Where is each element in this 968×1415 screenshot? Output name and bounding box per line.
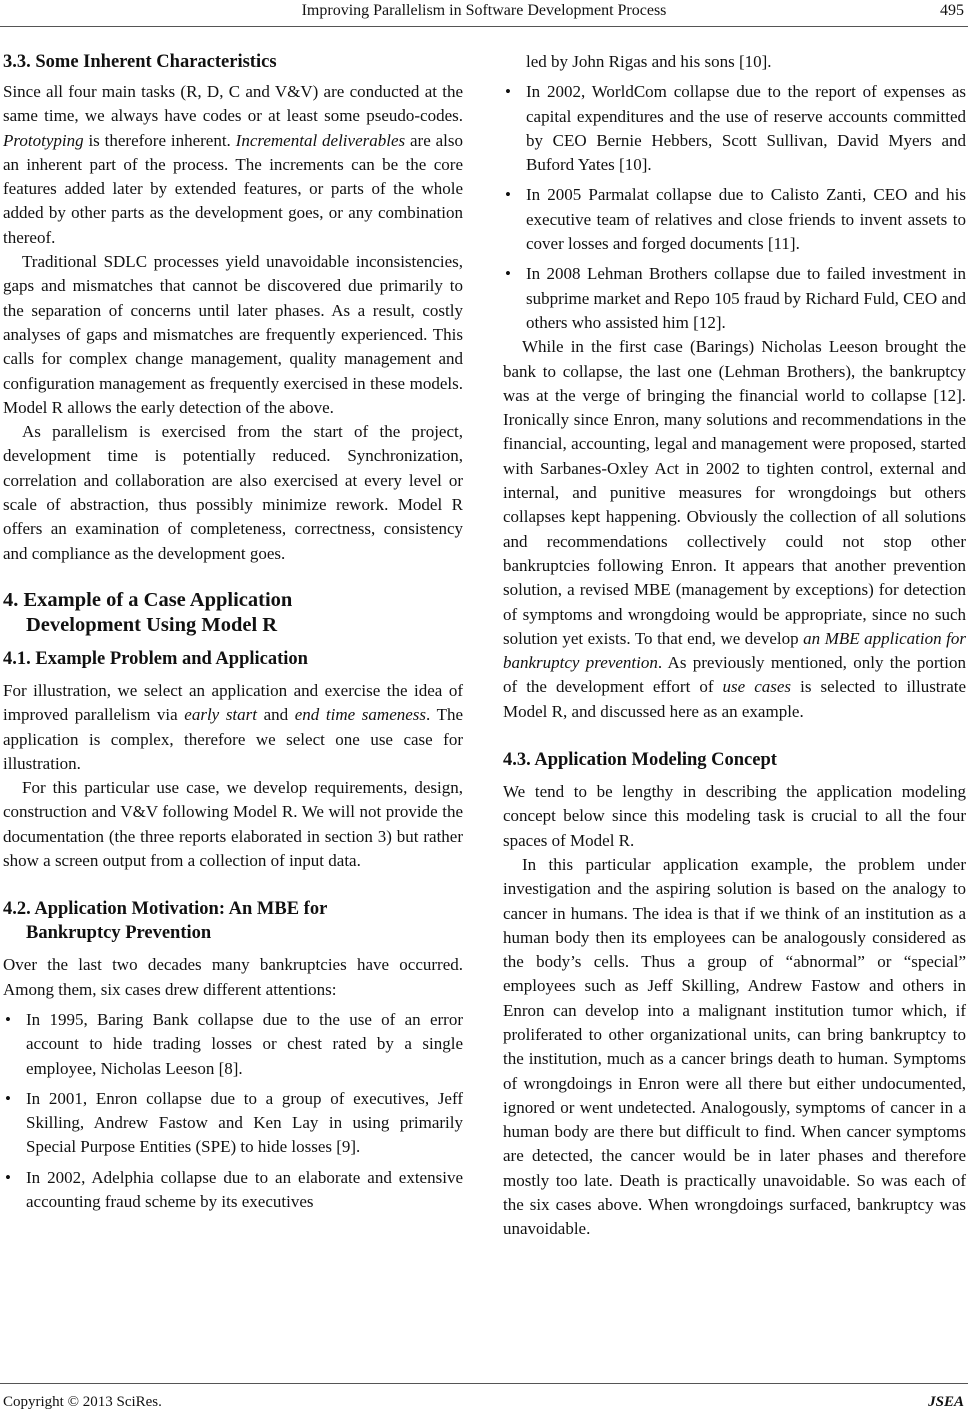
bullet-icon: • bbox=[5, 1167, 11, 1187]
page-number: 495 bbox=[940, 2, 964, 19]
emphasis-incremental-deliverables: Incremental deliverables bbox=[235, 130, 406, 150]
emphasis-mbe-application: an MBE application for bankruptcy prevention bbox=[503, 628, 966, 673]
bullet-icon: • bbox=[5, 1009, 11, 1029]
page-header bbox=[0, 0, 968, 27]
left-column bbox=[3, 50, 463, 1214]
bankruptcy-list-right bbox=[503, 50, 966, 335]
paragraph-parallelism: As parallelism is exercised from the start of the project, development time is potentially reduced. Synchronization, correlation and collaboration are also exercised at every level or scale of abstraction, thus possibly minimize rework. Model R offers an examination of completeness, correctness, consistency and compliance as the development goes. bbox=[3, 422, 463, 563]
journal-abbreviation: JSEA bbox=[928, 1394, 964, 1410]
section-4-2-heading bbox=[3, 897, 463, 945]
paragraph-cancer-analogy: In this particular application example, the problem under investigation and the aspiring solution is based on the analogy to cancer in humans. The idea is that if we think of an institution as a human body then its employees can be analogously considered as the body’s cells. Thus a group of “abnormal” or “special” employees such as Jeff Skilling, Andrew Fastow and others in Enron can develop into a malignant institution tumor which, if proliferated to other organizational units, can bring bankruptcy to the institution, much as a cancer brings death to human. Symptoms of wrongdoings in Enron were all there but either undocumented, ignored or went undetected. Analogously, symptoms of cancer in a human body are there but difficult to find. When cancer symptoms are detected, the cancer would be in later phases and therefore mostly too late. Death is practically unavoidable. So was each of the six cases above. When wrongdoings surfaced, bankruptcy was unavoidable. bbox=[503, 854, 966, 1239]
paragraph-traditional-sdlc: Traditional SDLC processes yield unavoidable inconsistencies, gaps and mismatches that cannot be discovered due primarily to the separation of concerns until later phases. As a result, costly analyses of gaps and mismatches are frequently experienced. This calls for complex change management, quality management and configuration management as frequently exercised in these models. Model R allows the early detection of the above. bbox=[3, 252, 463, 417]
emphasis-prototyping: Prototyping bbox=[3, 130, 84, 150]
list-item-text: In 2002, Adelphia collapse due to an elaborate and extensive accounting fraud scheme by its executives bbox=[26, 1167, 463, 1211]
emphasis-early-start: early start bbox=[184, 705, 257, 725]
text-run: Since all four main tasks (R, D, C and V&V) are conducted at the same time, we always have codes or at least some pseudo-codes. bbox=[3, 82, 463, 126]
emphasis-use-cases: use cases bbox=[722, 677, 792, 697]
right-column bbox=[503, 50, 966, 1242]
list-item bbox=[3, 1166, 463, 1215]
text-run: is selected to illustrate Model R, and discussed here as an example. bbox=[503, 677, 967, 721]
list-item-text: In 2002, WorldCom collapse due to the report of expenses as capital expenditures and the use of reserve accounts committed by CEO Bernie Hebbers, Scott Sullivan, David Myers and Buford Yates [10]. bbox=[526, 82, 966, 175]
paragraph-barings-lehman bbox=[503, 335, 966, 724]
list-item-text: In 2008 Lehman Brothers collapse due to failed investment in subprime market and Repo 105 fraud by Richard Fuld, CEO and others who assisted him [12]. bbox=[526, 264, 966, 332]
text-run: . The application is complex, therefore we select one use case for illustration. bbox=[3, 705, 463, 773]
bankruptcy-list-left bbox=[3, 1008, 463, 1214]
section-4-3-heading: 4.3. Application Modeling Concept bbox=[503, 750, 777, 771]
list-item-text: In 2001, Enron collapse due to a group of executives, Jeff Skilling, Andrew Fastow and Ken Lay in using primarily Special Purpose Entities (SPE) to hide losses [9]. bbox=[26, 1088, 463, 1157]
paragraph-bankruptcies: Over the last two decades many bankruptcies have occurred. Among them, six cases drew different attentions: bbox=[3, 955, 463, 999]
bullet-icon: • bbox=[505, 185, 511, 205]
list-item-text: In 1995, Baring Bank collapse due to the use of an error account to hide trading losses or chest rated by a single employee, Nicholas Leeson [8]. bbox=[26, 1009, 463, 1078]
section-4-2-heading-line2: Bankruptcy Prevention bbox=[26, 923, 212, 944]
section-3-3-heading: 3.3. Some Inherent Characteristics bbox=[3, 52, 277, 72]
list-item-text: led by John Rigas and his sons [10]. bbox=[526, 52, 772, 71]
bullet-icon: • bbox=[505, 82, 511, 102]
list-item bbox=[503, 262, 966, 335]
page-footer bbox=[0, 1383, 968, 1415]
list-item-text: In 2005 Parmalat collapse due to Calisto Zanti, CEO and his executive team of relatives and close friends to invent assets to cover losses and forged documents [11]. bbox=[526, 185, 966, 254]
list-item bbox=[3, 1087, 463, 1160]
section-4-2-heading-line1: 4.2. Application Motivation: An MBE for bbox=[3, 899, 328, 920]
paragraph-illustration bbox=[3, 679, 463, 776]
copyright-notice: Copyright © 2013 SciRes. bbox=[3, 1394, 162, 1410]
emphasis-end-time-sameness: end time sameness bbox=[294, 705, 427, 725]
section-4-heading-line1: 4. Example of a Case Application bbox=[3, 588, 293, 611]
text-run: While in the first case (Barings) Nicholas Leeson brought the bank to collapse, the last one (Lehman Brothers), the bankruptcy was at the verge of bringing the financial world to collapse [12]. Ironically since Enron, many solutions and recommendations in the financial, accounting, legal and management were proposed, started with Sarbanes-Oxley Act in 2002 to tighten control, external and internal, and punitive measures for wrongdoings but others collapses kept happening. Obviously the collection of all solutions and recommendations collectively could not stop other bankruptcies following Enron. It appears that another prevention solution, a revised MBE (management by exceptions) for detection of symptoms and wrongdoing would be appropriate, since no such solution yet exists. To that end, we develop bbox=[503, 337, 966, 648]
text-run: . As previously mentioned, only the portion of the development effort of bbox=[503, 653, 966, 697]
list-item-continued bbox=[503, 50, 966, 74]
text-run: is therefore inherent. bbox=[83, 130, 236, 150]
text-run: are also an inherent part of the process. The increments can be the core features added later by extended features, or parts of the whole added by other parts as the development goes, or any combination thereof. bbox=[3, 130, 463, 247]
section-4-heading bbox=[3, 588, 463, 638]
list-item bbox=[3, 1008, 463, 1081]
paragraph-inherent-characteristics bbox=[3, 80, 463, 250]
section-4-1-heading: 4.1. Example Problem and Application bbox=[3, 648, 308, 669]
list-item bbox=[503, 183, 966, 256]
bullet-icon: • bbox=[505, 264, 511, 284]
text-run: and bbox=[257, 705, 295, 725]
list-item bbox=[503, 80, 966, 177]
section-4-heading-line2: Development Using Model R bbox=[26, 613, 278, 636]
running-title: Improving Parallelism in Software Development Process bbox=[301, 2, 667, 19]
paragraph-use-case: For this particular use case, we develop requirements, design, construction and V&V following Model R. We will not provide the documentation (the three reports elaborated in section 3) but rather show a screen output from a collection of input data. bbox=[3, 778, 463, 871]
bullet-icon: • bbox=[5, 1088, 11, 1108]
paragraph-modeling-concept: We tend to be lengthy in describing the application modeling concept below since this modeling task is crucial to all the four spaces of Model R. bbox=[503, 782, 966, 850]
text-run: For illustration, we select an application and exercise the idea of improved parallelism via bbox=[3, 680, 463, 725]
